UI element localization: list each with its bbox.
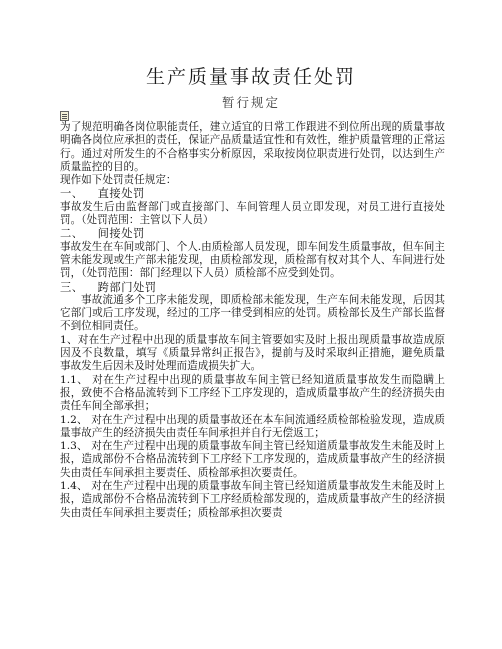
document-subtitle: 暂行规定: [221, 95, 280, 110]
section-title: 跨部门处罚: [97, 280, 157, 294]
intro-paragraph: 为了规范明确各岗位职能责任，建立适宜的日常工作跟进不到位所出现的质量事故明确各岗位应承担的责任，保证产品质量适宜性和有效性，维护质量管理的正常运行。通过对所发生的不合格事实分析原因，采取按岗位职责进行处罚，以达到生产质量监控的目的。: [60, 121, 445, 173]
section-body-2: 事故发生在车间或部门、个人.由质检部人员发现，即车间发生质量事故，但车间主管未能发现或生产部未能发现，由质检部发现，质检部有权对其个人、车间进行处罚，（处罚范围：部门经理以下人员）质检部不应受到处罚。: [60, 240, 445, 280]
section-heading-1: [60, 187, 445, 200]
section-number: 二、: [60, 227, 84, 241]
clause-1-2: 1.2、 对在生产过程中出现的质量事故还在本车间流通经质检部检验发现，造成质量事故产生的经济损失由责任车间承担并自行无偿返工；: [60, 413, 445, 439]
clause-1-3: 1.3、 对在生产过程中出现的质量事故车间主管已经知道质量事故发生未能及时上报，造成部份不合格品流转到下工序经下工序发现的，造成质量事故产生的经济损失由责任车间承担主要责任、质检部承担次要责任。: [60, 440, 445, 479]
document-title: 生产质量事故责任处罚: [145, 66, 356, 88]
document-icon: [60, 111, 69, 121]
section-title: 间接处罚: [97, 227, 145, 241]
clause-1: 1、对在生产过程中出现的质量事故车间主管要如实及时上报出现质量事故造成原因及不良数量，填写《质量异常纠正报告》，提前与及时采取纠正措施，避免质量事故发生后因未及时处理而造成损失扩大。: [60, 333, 445, 373]
section-heading-2: [60, 227, 445, 240]
section-number: 一、: [60, 187, 84, 201]
section-body-3: 事故流通多个工序未能发现，即质检部未能发现，生产车间未能发现，后因其它部门或后工序发现，经过的工序一律受到相应的处罚。质检部长及生产部长监督不到位相同责任。: [60, 293, 445, 333]
document-body: [60, 121, 445, 520]
lead-line: 现作如下处罚责任规定：: [60, 174, 177, 187]
section-heading-3: [60, 281, 445, 294]
clause-1-1: 1.1、 对在生产过程中出现的质量事故车间主管已经知道质量事故发生而隐瞒上报，致使不合格品流转到下工序经下工序发现的，造成质量事故产生的经济损失由责任车间全部承担；: [60, 373, 445, 413]
clause-1-4: 1.4、 对在生产过程中出现的质量事故车间主管已经知道质量事故发生未能及时上报，造成部份不合格品流转到下工序经质检部发现的，造成质量事故产生的经济损失由责任车间承担主要责任；质检部承担次要责: [60, 480, 445, 519]
section-title: 直接处罚: [97, 187, 145, 201]
section-body-1: 事故发生后由监督部门或直接部门、车间管理人员立即发现，对员工进行直接处罚。（处罚范围：主管以下人员）: [60, 200, 445, 227]
section-number: 三、: [60, 280, 84, 294]
